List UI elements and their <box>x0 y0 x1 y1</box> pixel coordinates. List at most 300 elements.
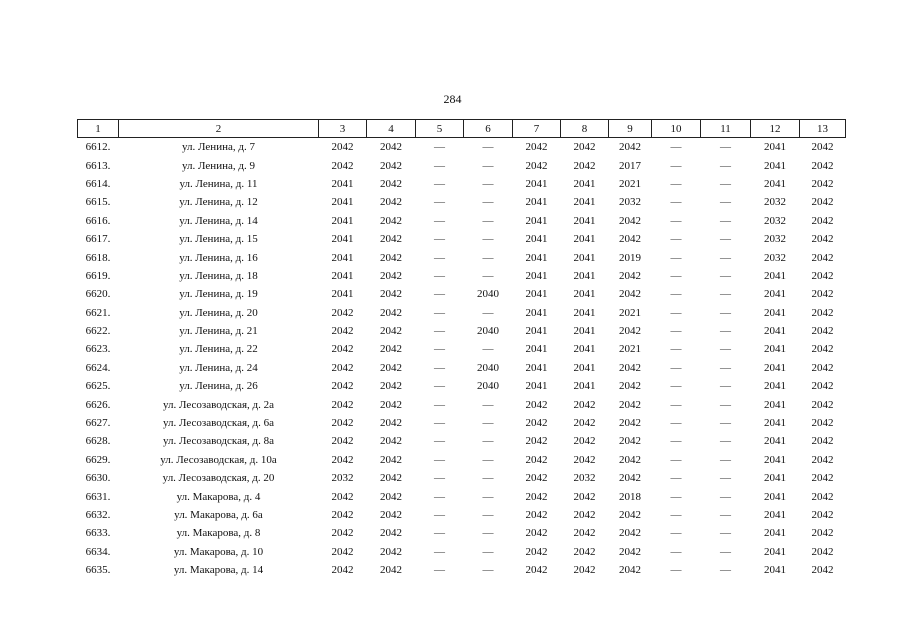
year-cell-col-6: — <box>482 269 494 282</box>
year-cell-col-10: — <box>670 343 682 356</box>
column-header-11: 11 <box>701 120 751 138</box>
year-cell-col-4: 2042 <box>380 545 402 558</box>
column-header-6: 6 <box>464 120 513 138</box>
table-body <box>78 138 846 580</box>
year-cell-col-11: — <box>720 398 731 411</box>
year-cell-col-7: 2041 <box>525 288 548 301</box>
year-cell-col-8: 2042 <box>573 398 596 411</box>
year-cell-col-12: 2041 <box>764 269 786 282</box>
address-cell: ул. Лесозаводская, д. 8а <box>162 435 275 448</box>
year-cell-col-8: 2041 <box>573 288 596 301</box>
year-cell-col-11: — <box>720 159 731 172</box>
year-cell-col-9: 2017 <box>619 159 641 172</box>
year-cell-col-3: 2041 <box>331 214 354 227</box>
year-cell-col-5: — <box>434 380 445 393</box>
year-cell-col-5: — <box>434 472 445 485</box>
row-number: 6635. <box>85 564 111 577</box>
year-cell-col-6: 2040 <box>477 288 499 301</box>
year-cell-col-7: 2042 <box>525 472 548 485</box>
year-cell-col-10: — <box>670 361 682 374</box>
table-row <box>78 395 846 413</box>
year-cell-col-11: — <box>720 251 731 264</box>
year-cell-col-8: 2042 <box>573 509 596 521</box>
year-cell-col-13: 2042 <box>811 398 834 411</box>
year-cell-col-12: 2041 <box>764 490 786 503</box>
year-cell-col-9: 2042 <box>619 509 641 521</box>
year-cell-col-7: 2042 <box>525 141 548 154</box>
year-cell-col-5: — <box>434 509 445 521</box>
year-cell-col-8: 2042 <box>573 527 596 540</box>
year-cell-col-12: 2041 <box>764 453 786 466</box>
year-cell-col-11: — <box>720 141 731 154</box>
year-cell-col-10: — <box>670 490 682 503</box>
row-number: 6625. <box>85 380 111 393</box>
year-cell-col-10: — <box>670 306 682 319</box>
year-cell-col-6: — <box>482 527 494 540</box>
row-number: 6613. <box>85 159 111 172</box>
year-cell-col-11: — <box>720 564 731 577</box>
column-number-header-row <box>78 120 846 138</box>
year-cell-col-8: 2041 <box>573 177 596 190</box>
year-cell-col-13: 2042 <box>811 343 834 356</box>
year-cell-col-8: 2041 <box>573 196 596 209</box>
year-cell-col-13: 2042 <box>811 472 834 485</box>
year-cell-col-9: 2042 <box>619 398 641 411</box>
year-cell-col-12: 2041 <box>764 361 786 374</box>
year-cell-col-6: 2040 <box>477 380 499 393</box>
address-cell: ул. Ленина, д. 16 <box>179 251 258 264</box>
table-row <box>78 248 846 266</box>
column-header-3: 3 <box>319 120 367 138</box>
year-cell-col-12: 2041 <box>764 177 786 190</box>
year-cell-col-10: — <box>670 472 682 485</box>
year-cell-col-9: 2042 <box>619 325 641 338</box>
year-cell-col-5: — <box>434 159 445 172</box>
year-cell-col-4: 2042 <box>380 453 402 466</box>
year-cell-col-3: 2042 <box>331 490 354 503</box>
year-cell-col-10: — <box>670 269 682 282</box>
table-row <box>78 175 846 193</box>
year-cell-col-5: — <box>434 564 445 577</box>
year-cell-col-7: 2041 <box>525 380 548 393</box>
year-cell-col-9: 2021 <box>619 177 641 190</box>
year-cell-col-11: — <box>720 435 731 448</box>
year-cell-col-12: 2041 <box>764 509 786 521</box>
address-cell: ул. Ленина, д. 15 <box>179 233 258 246</box>
year-cell-col-9: 2042 <box>619 233 641 246</box>
year-cell-col-9: 2042 <box>619 361 641 374</box>
year-cell-col-4: 2042 <box>380 325 402 338</box>
year-cell-col-5: — <box>434 325 445 338</box>
row-number: 6616. <box>85 214 111 227</box>
year-cell-col-9: 2018 <box>619 490 641 503</box>
year-cell-col-11: — <box>720 453 731 466</box>
row-number: 6619. <box>85 269 111 282</box>
year-cell-col-13: 2042 <box>811 196 834 209</box>
year-cell-col-7: 2041 <box>525 214 548 227</box>
year-cell-col-6: — <box>482 472 494 485</box>
year-cell-col-13: 2042 <box>811 288 834 301</box>
year-cell-col-4: 2042 <box>380 564 402 577</box>
year-cell-col-6: — <box>482 398 494 411</box>
year-cell-col-3: 2042 <box>331 141 354 154</box>
year-cell-col-4: 2042 <box>380 490 402 503</box>
year-cell-col-12: 2041 <box>764 417 786 430</box>
table-row <box>78 340 846 358</box>
table-row <box>78 230 846 248</box>
year-cell-col-13: 2042 <box>811 306 834 319</box>
address-cell: ул. Лесозаводская, д. 20 <box>162 472 275 485</box>
year-cell-col-6: — <box>482 545 494 558</box>
year-cell-col-13: 2042 <box>811 435 834 448</box>
year-cell-col-11: — <box>720 177 731 190</box>
table-row <box>78 432 846 450</box>
year-cell-col-7: 2042 <box>525 509 548 521</box>
year-cell-col-9: 2042 <box>619 269 641 282</box>
year-cell-col-9: 2042 <box>619 527 641 540</box>
year-cell-col-12: 2041 <box>764 325 786 338</box>
year-cell-col-3: 2042 <box>331 380 354 393</box>
address-cell: ул. Ленина, д. 18 <box>179 269 258 282</box>
year-cell-col-6: — <box>482 453 494 466</box>
column-header-1: 1 <box>78 120 119 138</box>
year-cell-col-3: 2042 <box>331 435 354 448</box>
housing-register-table <box>77 119 846 579</box>
page-number: 284 <box>443 92 462 106</box>
year-cell-col-3: 2042 <box>331 159 354 172</box>
year-cell-col-5: — <box>434 177 445 190</box>
year-cell-col-5: — <box>434 306 445 319</box>
address-cell: ул. Ленина, д. 7 <box>182 141 255 154</box>
year-cell-col-4: 2042 <box>380 233 402 246</box>
row-number: 6634. <box>85 545 111 558</box>
address-cell: ул. Ленина, д. 26 <box>179 380 258 393</box>
row-number: 6614. <box>85 177 111 190</box>
year-cell-col-5: — <box>434 417 445 430</box>
year-cell-col-13: 2042 <box>811 251 834 264</box>
year-cell-col-9: 2042 <box>619 545 641 558</box>
year-cell-col-4: 2042 <box>380 527 402 540</box>
year-cell-col-7: 2042 <box>525 159 548 172</box>
year-cell-col-5: — <box>434 269 445 282</box>
year-cell-col-13: 2042 <box>811 141 834 154</box>
table-row <box>78 469 846 487</box>
year-cell-col-6: — <box>482 343 494 356</box>
year-cell-col-12: 2041 <box>764 141 786 154</box>
row-number: 6615. <box>85 196 111 209</box>
year-cell-col-7: 2042 <box>525 545 548 558</box>
year-cell-col-8: 2041 <box>573 269 596 282</box>
year-cell-col-3: 2032 <box>331 472 354 485</box>
column-header-13: 13 <box>800 120 846 138</box>
year-cell-col-12: 2032 <box>764 251 786 264</box>
row-number: 6630. <box>85 472 111 485</box>
year-cell-col-4: 2042 <box>380 196 402 209</box>
table-row <box>78 304 846 322</box>
row-number: 6633. <box>85 527 111 540</box>
year-cell-col-10: — <box>670 545 682 558</box>
address-cell: ул. Ленина, д. 11 <box>179 177 258 190</box>
year-cell-col-5: — <box>434 398 445 411</box>
year-cell-col-3: 2042 <box>331 343 354 356</box>
year-cell-col-7: 2042 <box>525 398 548 411</box>
year-cell-col-6: 2040 <box>477 361 499 374</box>
row-number: 6632. <box>85 509 111 521</box>
year-cell-col-7: 2041 <box>525 177 548 190</box>
year-cell-col-3: 2041 <box>331 269 354 282</box>
year-cell-col-3: 2042 <box>331 306 354 319</box>
year-cell-col-10: — <box>670 159 682 172</box>
address-cell: ул. Ленина, д. 9 <box>182 159 255 172</box>
row-number: 6626. <box>85 398 111 411</box>
year-cell-col-9: 2042 <box>619 417 641 430</box>
year-cell-col-7: 2042 <box>525 527 548 540</box>
year-cell-col-8: 2042 <box>573 545 596 558</box>
year-cell-col-13: 2042 <box>811 269 834 282</box>
year-cell-col-7: 2042 <box>525 453 548 466</box>
year-cell-col-7: 2041 <box>525 361 548 374</box>
year-cell-col-13: 2042 <box>811 545 834 558</box>
year-cell-col-7: 2042 <box>525 564 548 577</box>
address-cell: ул. Макарова, д. 4 <box>176 490 261 503</box>
year-cell-col-11: — <box>720 545 731 558</box>
year-cell-col-8: 2042 <box>573 435 596 448</box>
year-cell-col-11: — <box>720 509 731 521</box>
year-cell-col-12: 2041 <box>764 159 786 172</box>
year-cell-col-5: — <box>434 251 445 264</box>
year-cell-col-8: 2042 <box>573 490 596 503</box>
year-cell-col-3: 2041 <box>331 233 354 246</box>
row-number: 6623. <box>85 343 111 356</box>
year-cell-col-13: 2042 <box>811 417 834 430</box>
year-cell-col-9: 2042 <box>619 380 641 393</box>
year-cell-col-5: — <box>434 545 445 558</box>
year-cell-col-12: 2041 <box>764 527 786 540</box>
address-cell: ул. Ленина, д. 20 <box>179 306 258 319</box>
year-cell-col-4: 2042 <box>380 214 402 227</box>
year-cell-col-12: 2041 <box>764 398 786 411</box>
year-cell-col-7: 2041 <box>525 251 548 264</box>
year-cell-col-7: 2042 <box>525 417 548 430</box>
row-number: 6624. <box>85 361 111 374</box>
year-cell-col-10: — <box>670 509 682 521</box>
year-cell-col-11: — <box>720 361 731 374</box>
year-cell-col-4: 2042 <box>380 343 402 356</box>
year-cell-col-9: 2042 <box>619 472 641 485</box>
year-cell-col-9: 2019 <box>619 251 641 264</box>
year-cell-col-12: 2041 <box>764 564 786 577</box>
year-cell-col-8: 2041 <box>573 325 596 338</box>
year-cell-col-8: 2041 <box>573 343 596 356</box>
year-cell-col-11: — <box>720 417 731 430</box>
year-cell-col-6: — <box>482 159 494 172</box>
table-row <box>78 138 846 157</box>
year-cell-col-11: — <box>720 380 731 393</box>
year-cell-col-8: 2042 <box>573 141 596 154</box>
year-cell-col-13: 2042 <box>811 380 834 393</box>
year-cell-col-3: 2041 <box>331 251 354 264</box>
year-cell-col-7: 2042 <box>525 435 548 448</box>
row-number: 6612. <box>85 141 111 154</box>
year-cell-col-10: — <box>670 435 682 448</box>
table-row <box>78 377 846 395</box>
year-cell-col-3: 2042 <box>331 545 354 558</box>
year-cell-col-7: 2041 <box>525 196 548 209</box>
year-cell-col-8: 2032 <box>573 472 596 485</box>
year-cell-col-4: 2042 <box>380 251 402 264</box>
year-cell-col-6: — <box>482 509 494 521</box>
year-cell-col-4: 2042 <box>380 177 402 190</box>
row-number: 6628. <box>85 435 111 448</box>
address-cell: ул. Лесозаводская, д. 2а <box>162 398 275 411</box>
row-number: 6631. <box>85 490 111 503</box>
column-header-5: 5 <box>416 120 464 138</box>
year-cell-col-10: — <box>670 141 682 154</box>
year-cell-col-13: 2042 <box>811 159 834 172</box>
year-cell-col-13: 2042 <box>811 564 834 577</box>
year-cell-col-13: 2042 <box>811 361 834 374</box>
year-cell-col-12: 2041 <box>764 545 786 558</box>
year-cell-col-4: 2042 <box>380 509 402 521</box>
year-cell-col-5: — <box>434 288 445 301</box>
year-cell-col-5: — <box>434 343 445 356</box>
year-cell-col-12: 2041 <box>764 306 786 319</box>
year-cell-col-6: — <box>482 177 494 190</box>
year-cell-col-10: — <box>670 177 682 190</box>
year-cell-col-7: 2041 <box>525 325 548 338</box>
year-cell-col-4: 2042 <box>380 398 402 411</box>
table-row <box>78 414 846 432</box>
year-cell-col-4: 2042 <box>380 361 402 374</box>
year-cell-col-3: 2041 <box>331 196 354 209</box>
year-cell-col-5: — <box>434 490 445 503</box>
year-cell-col-4: 2042 <box>380 269 402 282</box>
address-cell: ул. Ленина, д. 22 <box>179 343 258 356</box>
year-cell-col-6: — <box>482 196 494 209</box>
year-cell-col-9: 2021 <box>619 306 641 319</box>
year-cell-col-3: 2042 <box>331 509 354 521</box>
year-cell-col-12: 2041 <box>764 472 786 485</box>
year-cell-col-3: 2042 <box>331 453 354 466</box>
year-cell-col-9: 2042 <box>619 288 641 301</box>
year-cell-col-13: 2042 <box>811 453 834 466</box>
column-header-7: 7 <box>513 120 561 138</box>
address-cell: ул. Лесозаводская, д. 6а <box>162 417 275 430</box>
year-cell-col-13: 2042 <box>811 490 834 503</box>
year-cell-col-12: 2032 <box>764 233 786 246</box>
row-number: 6618. <box>85 251 111 264</box>
table-row <box>78 212 846 230</box>
table-row <box>78 193 846 211</box>
year-cell-col-5: — <box>434 453 445 466</box>
address-cell: ул. Макарова, д. 14 <box>173 564 264 577</box>
table-row <box>78 285 846 303</box>
row-number: 6621. <box>85 306 111 319</box>
address-cell: ул. Макарова, д. 10 <box>173 545 264 558</box>
year-cell-col-8: 2041 <box>573 214 596 227</box>
year-cell-col-11: — <box>720 269 731 282</box>
row-number: 6617. <box>85 233 111 246</box>
year-cell-col-6: — <box>482 564 494 577</box>
column-header-2: 2 <box>119 120 319 138</box>
year-cell-col-8: 2041 <box>573 361 596 374</box>
year-cell-col-11: — <box>720 343 731 356</box>
year-cell-col-9: 2042 <box>619 435 641 448</box>
year-cell-col-11: — <box>720 196 731 209</box>
year-cell-col-10: — <box>670 214 682 227</box>
year-cell-col-8: 2041 <box>573 380 596 393</box>
year-cell-col-6: — <box>482 306 494 319</box>
year-cell-col-8: 2041 <box>573 306 596 319</box>
column-header-4: 4 <box>367 120 416 138</box>
year-cell-col-10: — <box>670 196 682 209</box>
year-cell-col-11: — <box>720 288 731 301</box>
year-cell-col-12: 2041 <box>764 288 786 301</box>
table-row <box>78 359 846 377</box>
year-cell-col-9: 2021 <box>619 343 641 356</box>
year-cell-col-4: 2042 <box>380 435 402 448</box>
year-cell-col-4: 2042 <box>380 380 402 393</box>
address-cell: ул. Ленина, д. 14 <box>179 214 258 227</box>
year-cell-col-8: 2041 <box>573 233 596 246</box>
year-cell-col-4: 2042 <box>380 159 402 172</box>
year-cell-col-12: 2041 <box>764 380 786 393</box>
address-cell: ул. Ленина, д. 21 <box>179 325 258 338</box>
year-cell-col-3: 2041 <box>331 288 354 301</box>
address-cell: ул. Ленина, д. 12 <box>179 196 258 209</box>
year-cell-col-10: — <box>670 453 682 466</box>
year-cell-col-9: 2032 <box>619 196 641 209</box>
year-cell-col-8: 2042 <box>573 417 596 430</box>
year-cell-col-8: 2042 <box>573 159 596 172</box>
address-cell: ул. Ленина, д. 24 <box>179 361 258 374</box>
year-cell-col-10: — <box>670 398 682 411</box>
year-cell-col-3: 2042 <box>331 527 354 540</box>
row-number: 6622. <box>85 325 111 338</box>
year-cell-col-5: — <box>434 435 445 448</box>
year-cell-col-13: 2042 <box>811 509 834 521</box>
year-cell-col-11: — <box>720 527 731 540</box>
year-cell-col-8: 2042 <box>573 564 596 577</box>
year-cell-col-5: — <box>434 527 445 540</box>
year-cell-col-10: — <box>670 380 682 393</box>
year-cell-col-13: 2042 <box>811 325 834 338</box>
year-cell-col-10: — <box>670 527 682 540</box>
year-cell-col-5: — <box>434 361 445 374</box>
year-cell-col-12: 2032 <box>764 196 786 209</box>
table-row <box>78 487 846 505</box>
year-cell-col-11: — <box>720 306 731 319</box>
year-cell-col-13: 2042 <box>811 214 834 227</box>
year-cell-col-5: — <box>434 196 445 209</box>
address-cell: ул. Макарова, д. 8 <box>176 527 261 540</box>
year-cell-col-7: 2041 <box>525 343 548 356</box>
year-cell-col-6: 2040 <box>477 325 499 338</box>
year-cell-col-8: 2041 <box>573 251 596 264</box>
table-row <box>78 322 846 340</box>
year-cell-col-4: 2042 <box>380 141 402 154</box>
year-cell-col-12: 2032 <box>764 214 786 227</box>
address-cell: ул. Макарова, д. 6а <box>174 509 263 521</box>
year-cell-col-13: 2042 <box>811 233 834 246</box>
table-row <box>78 156 846 174</box>
year-cell-col-9: 2042 <box>619 564 641 577</box>
year-cell-col-3: 2042 <box>331 398 354 411</box>
year-cell-col-3: 2042 <box>331 417 354 430</box>
table-row <box>78 506 846 524</box>
table-row <box>78 451 846 469</box>
year-cell-col-9: 2042 <box>619 453 641 466</box>
